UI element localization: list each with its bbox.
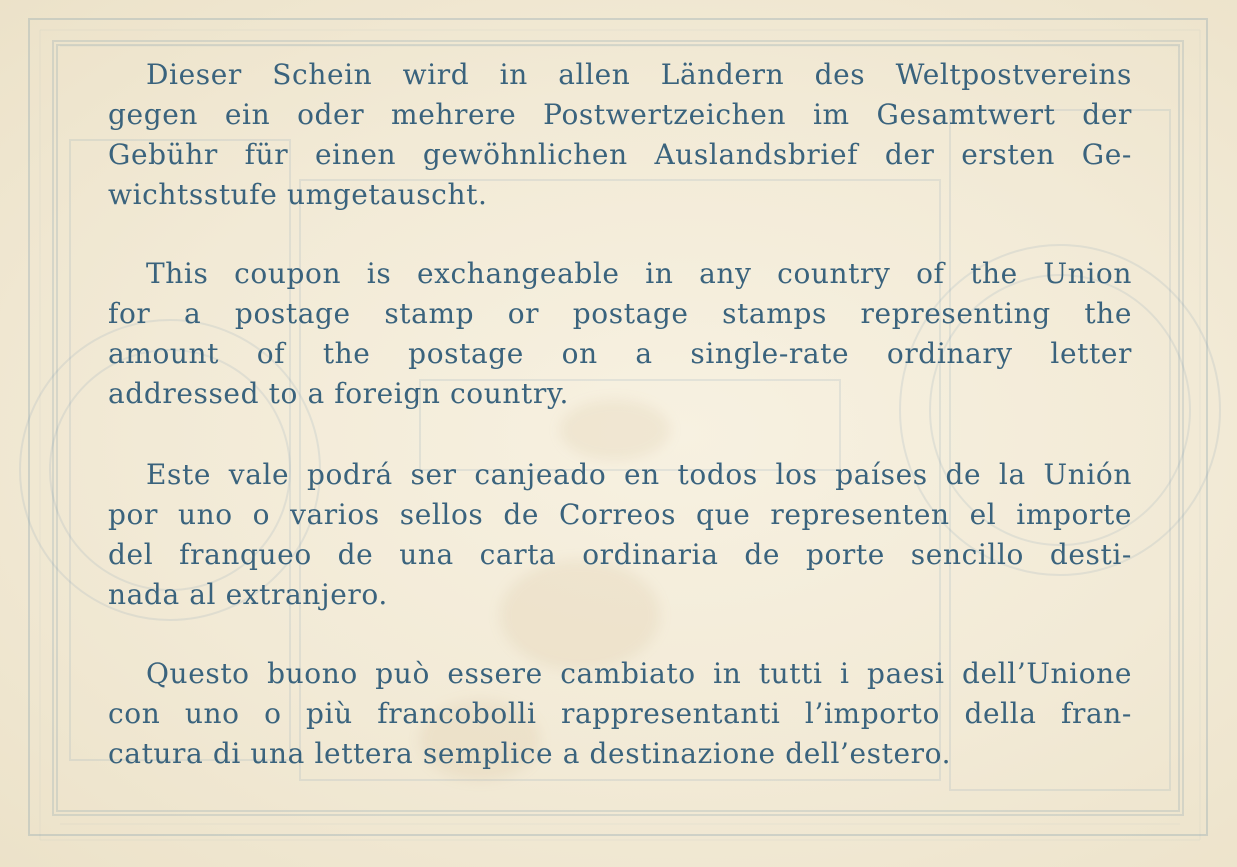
text-line: Este vale podrá ser canjeado en todos los países de la Unión xyxy=(146,458,1132,491)
text-line: del franqueo de una carta ordinaria de porte sencillo desti- xyxy=(108,538,1132,571)
english-paragraph xyxy=(108,254,1132,414)
text-line: amount of the postage on a single-rate ordinary letter xyxy=(108,337,1132,370)
text-line: catura di una lettera semplice a destinazione dell’estero. xyxy=(108,737,952,770)
text-line: wichtsstufe umgetauscht. xyxy=(108,178,488,211)
spanish-paragraph xyxy=(108,455,1132,615)
text-line: Dieser Schein wird in allen Ländern des Weltpostvereins xyxy=(146,58,1132,91)
text-line: Questo buono può essere cambiato in tutti i paesi dell’Unione xyxy=(146,657,1132,690)
text-line: addressed to a foreign country. xyxy=(108,377,570,410)
text-line: Gebühr für einen gewöhnlichen Auslandsbrief der ersten Ge- xyxy=(108,138,1132,171)
german-paragraph xyxy=(108,55,1132,215)
text-line: por uno o varios sellos de Correos que representen el importe xyxy=(108,498,1132,531)
text-line: for a postage stamp or postage stamps representing the xyxy=(108,297,1132,330)
text-line: nada al extranjero. xyxy=(108,578,388,611)
text-line: gegen ein oder mehrere Postwertzeichen im Gesamtwert der xyxy=(108,98,1132,131)
text-line: This coupon is exchangeable in any country of the Union xyxy=(146,257,1132,290)
text-line: con uno o più francobolli rappresentanti l’importo della fran- xyxy=(108,697,1132,730)
italian-paragraph xyxy=(108,654,1132,774)
